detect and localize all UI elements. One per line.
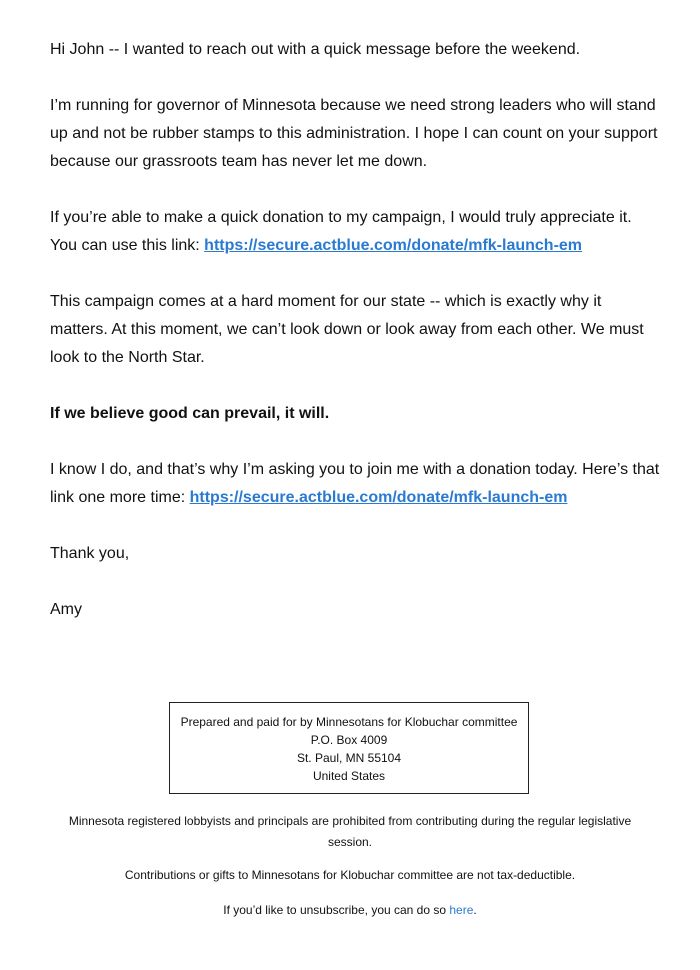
unsubscribe-link[interactable]: here	[449, 903, 474, 917]
join-paragraph	[50, 456, 660, 512]
unsubscribe-notice	[50, 900, 650, 921]
join-text: I know I do, and that’s why I’m asking you to join me with a donation today. Here’s that link one more time:	[50, 461, 660, 506]
donate-link-second[interactable]: https://secure.actblue.com/donate/mfk-launch-em	[189, 489, 568, 506]
greeting-paragraph: Hi John -- I wanted to reach out with a quick message before the weekend.	[50, 41, 581, 58]
signature: Amy	[50, 601, 82, 618]
country-line: United States	[312, 769, 386, 783]
message-content	[50, 36, 660, 652]
unsubscribe-period: .	[473, 903, 477, 917]
city-line: St. Paul, MN 55104	[296, 751, 402, 765]
governor-paragraph: I’m running for governor of Minnesota because we need strong leaders who will stand up and not be rubber stamps to this administration. I hope I can count on your support because our grassroots team has never let me down.	[50, 97, 658, 170]
lobbyist-notice: Minnesota registered lobbyists and principals are prohibited from contributing during the regular legislative session.	[68, 814, 632, 849]
donation-paragraph	[50, 204, 660, 260]
donation-text: If you’re able to make a quick donation to my campaign, I would truly appreciate it. You can use this link:	[50, 209, 632, 254]
donate-link-first[interactable]: https://secure.actblue.com/donate/mfk-launch-em	[204, 237, 583, 254]
paid-for-disclaimer-box	[169, 702, 529, 794]
campaign-paragraph: This campaign comes at a hard moment for our state -- which is exactly why it matters. At this moment, we can’t look down or look away from each other. We must look to the North Star.	[50, 293, 644, 366]
tax-notice: Contributions or gifts to Minnesotans for Klobuchar committee are not tax-deductible.	[124, 868, 576, 882]
unsubscribe-text: If you’d like to unsubscribe, you can do so	[223, 903, 450, 917]
closing: Thank you,	[50, 545, 130, 562]
prevail-statement: If we believe good can prevail, it will.	[50, 405, 330, 422]
po-box-line: P.O. Box 4009	[310, 733, 388, 747]
paid-for-line: Prepared and paid for by Minnesotans for Klobuchar committee	[180, 715, 518, 729]
